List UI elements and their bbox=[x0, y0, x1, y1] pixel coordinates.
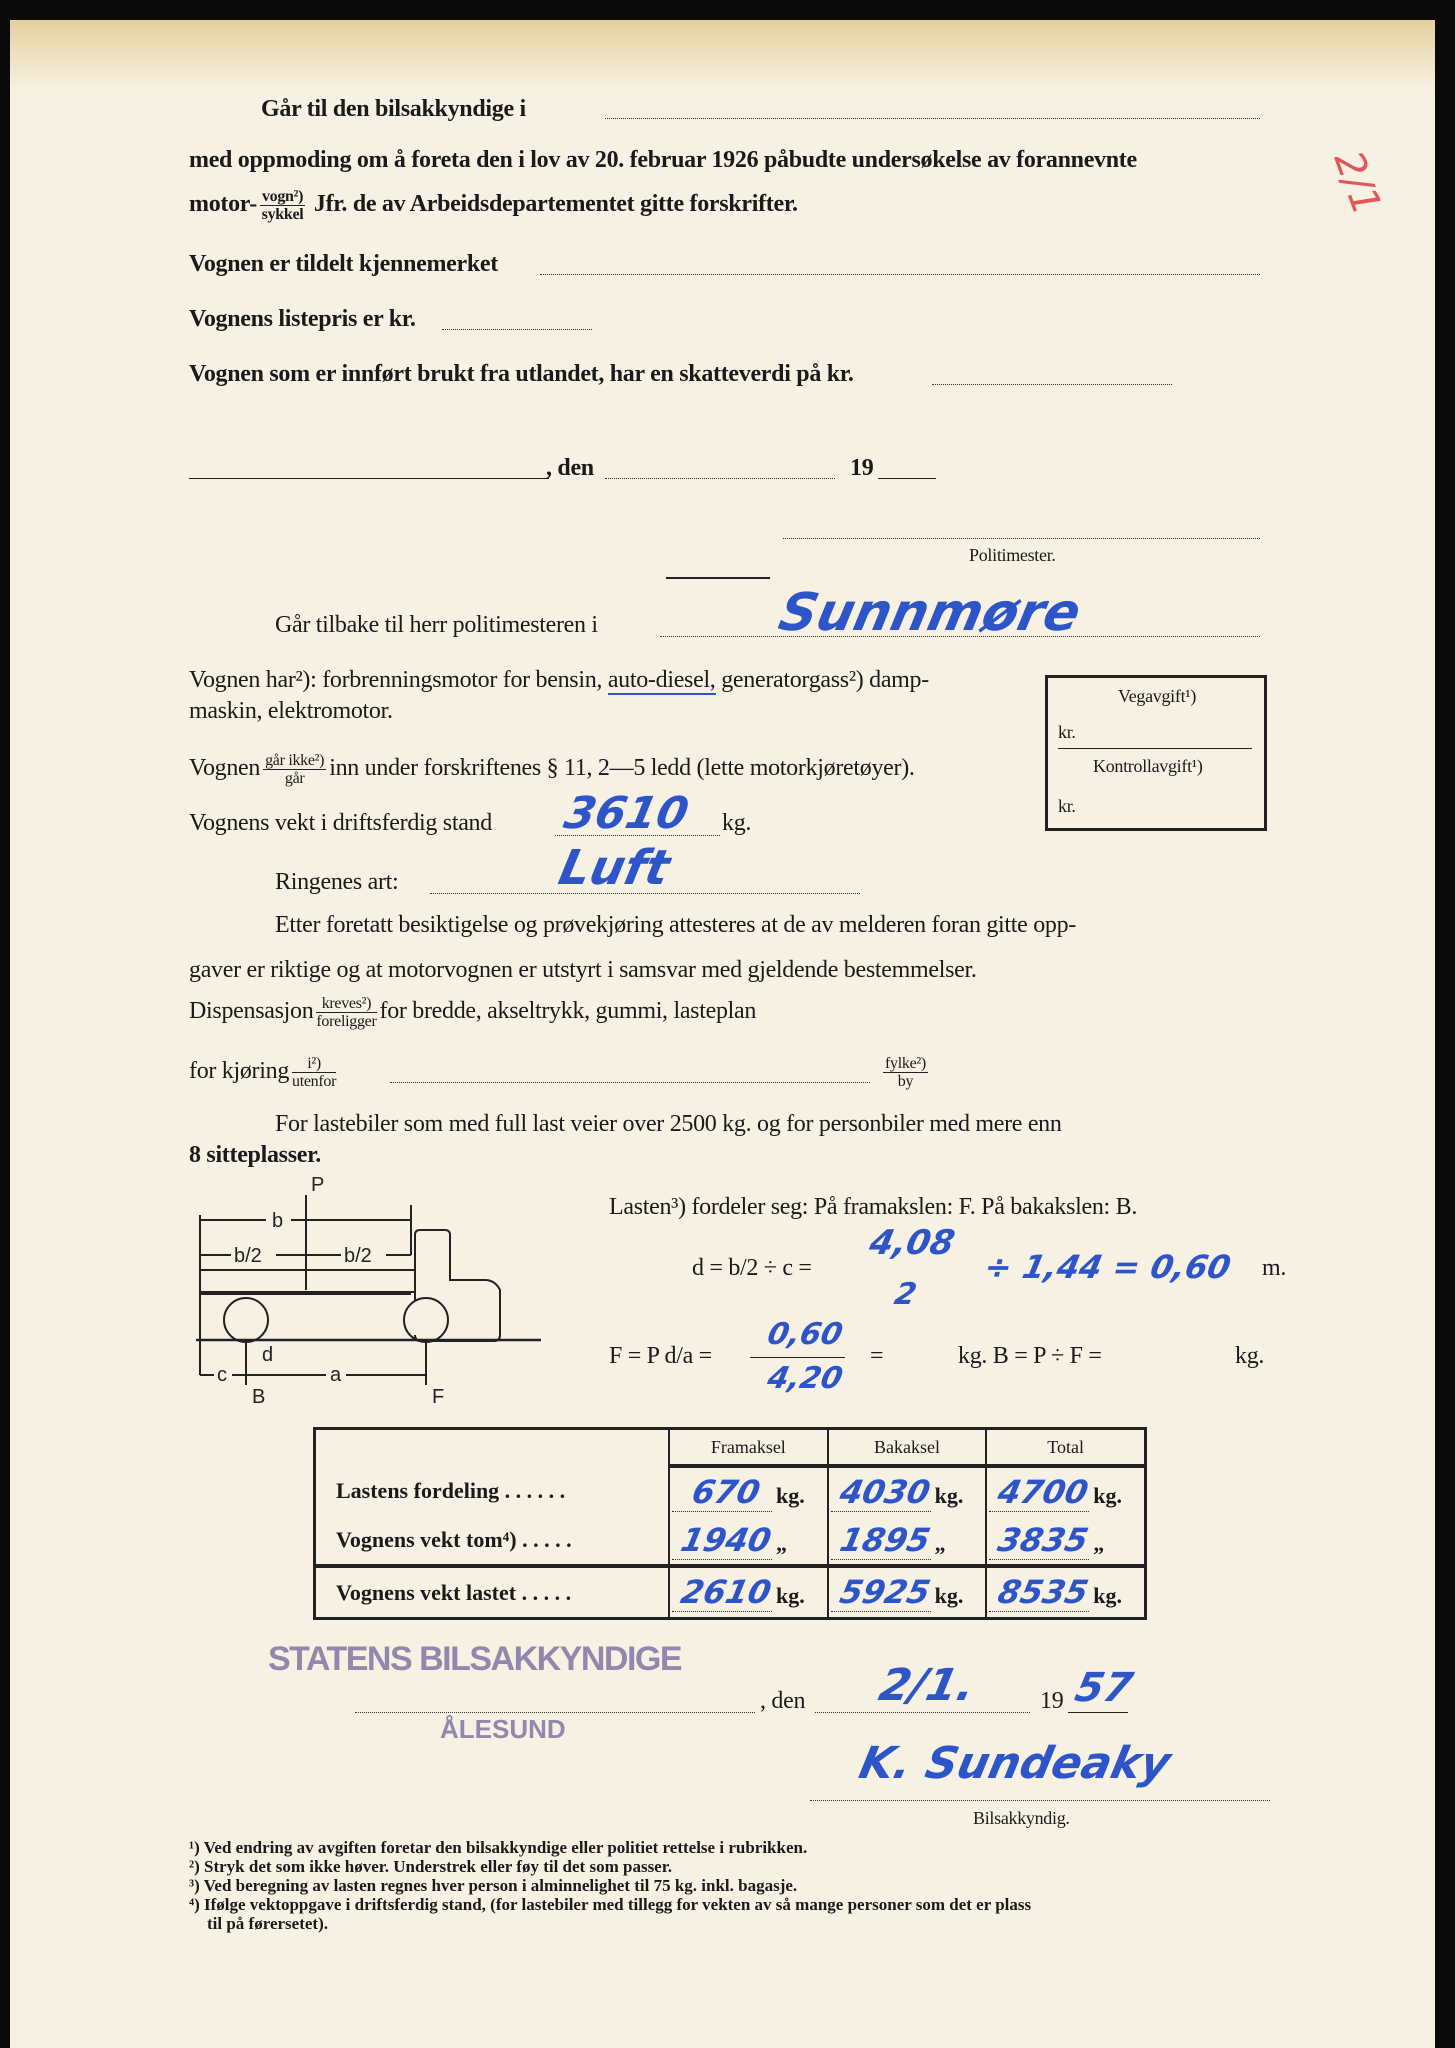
light-prefix: Vognen bbox=[189, 755, 261, 782]
engine-options-c: generatorgass²) damp- bbox=[721, 667, 929, 693]
frac-bottom: foreligger bbox=[316, 1013, 377, 1030]
table-row bbox=[315, 1466, 1146, 1516]
drive-fraction bbox=[292, 1055, 336, 1090]
column-header: Total bbox=[986, 1429, 1145, 1467]
signoff-den-label: , den bbox=[760, 1688, 806, 1714]
road-fee-kr: kr. bbox=[1058, 722, 1076, 742]
cell-value: 1940 bbox=[672, 1521, 780, 1560]
d-hw-result: ÷ 1,44 = 0,60 bbox=[981, 1248, 1235, 1286]
diagram-label-f-axle: F bbox=[432, 1386, 445, 1405]
fee-divider bbox=[1058, 748, 1252, 749]
cell-unit: kg. bbox=[776, 1583, 805, 1609]
disp-prefix: Dispensasjon bbox=[189, 998, 314, 1025]
table-cell[interactable] bbox=[986, 1516, 1145, 1566]
light-fraction bbox=[263, 752, 326, 787]
county-fraction bbox=[883, 1055, 928, 1090]
engine-type-line bbox=[189, 667, 929, 694]
cell-unit: kg. bbox=[934, 1482, 964, 1508]
b-unit: kg. bbox=[1235, 1343, 1265, 1369]
cell-unit: kg. bbox=[776, 1482, 805, 1508]
diagram-label-b-half-right: b/2 bbox=[344, 1245, 372, 1267]
disp-suffix: for bredde, akseltrykk, gummi, lasteplan bbox=[379, 998, 757, 1025]
row-label: Lastens fordeling . . . . . . bbox=[336, 1478, 566, 1504]
cell-unit: „ bbox=[776, 1530, 787, 1556]
list-price-field[interactable] bbox=[442, 329, 592, 330]
signoff-year-prefix: 19 bbox=[1040, 1688, 1064, 1714]
frac-top: går ikke²) bbox=[265, 752, 325, 769]
diagram-label-b: b bbox=[272, 1210, 284, 1232]
f-fraction-bar bbox=[750, 1357, 845, 1358]
d-hw-numerator: 4,08 bbox=[865, 1223, 959, 1263]
list-price-label: Vognens listepris er kr. bbox=[189, 306, 416, 332]
table-cell[interactable] bbox=[986, 1566, 1145, 1618]
frac-bottom: by bbox=[897, 1073, 914, 1090]
date-den-label: , den bbox=[546, 455, 594, 481]
d-unit: m. bbox=[1262, 1255, 1287, 1281]
f-hw-denominator: 4,20 bbox=[764, 1361, 846, 1396]
signoff-year-handwritten: 57 bbox=[1071, 1665, 1137, 1711]
diagram-label-a: a bbox=[330, 1364, 342, 1386]
date-field[interactable] bbox=[605, 478, 835, 479]
import-value-field[interactable] bbox=[932, 384, 1172, 385]
fee-box bbox=[1045, 675, 1267, 831]
column-header: Bakaksel bbox=[828, 1429, 987, 1467]
frac-top: vogn²) bbox=[261, 188, 304, 205]
weight-label: Vognens vekt i driftsferdig stand bbox=[189, 810, 492, 836]
cell-value: 4030 bbox=[830, 1473, 938, 1512]
red-annotation: 2/1 bbox=[1324, 144, 1390, 222]
diagram-label-b-half-left: b/2 bbox=[234, 1245, 262, 1267]
official-stamp-line2: ÅLESUND bbox=[440, 1714, 566, 1744]
expert-title: Bilsakkyndig. bbox=[973, 1808, 1070, 1828]
weight-handwritten: 3610 bbox=[559, 788, 694, 839]
trucks-line2: 8 sitteplasser. bbox=[189, 1142, 321, 1168]
table-cell[interactable] bbox=[669, 1566, 828, 1618]
import-value-label: Vognen som er innført brukt fra utlandet, har en skatteverdi på kr. bbox=[189, 361, 854, 387]
f-equals: = bbox=[870, 1343, 884, 1369]
frac-top: fylke²) bbox=[885, 1055, 926, 1072]
trucks-line1: For lastebiler som med full last veier over 2500 kg. og for personbiler med mere enn bbox=[275, 1111, 1062, 1137]
frac-top: i²) bbox=[292, 1055, 336, 1073]
weight-unit: kg. bbox=[722, 810, 752, 836]
diagram-label-p: P bbox=[311, 1175, 325, 1196]
axle-load-diagram bbox=[196, 1175, 556, 1405]
footnote-2: ²) Stryk det som ikke høver. Understrek eller føy til det som passer. bbox=[189, 1857, 672, 1876]
returns-to-label: Går tilbake til herr politimesteren i bbox=[275, 612, 598, 638]
engine-type-line2: maskin, elektromotor. bbox=[189, 698, 393, 724]
section-divider bbox=[666, 577, 770, 579]
goes-to-expert-label: Går til den bilsakkyndige i bbox=[261, 96, 526, 122]
table-cell[interactable] bbox=[828, 1516, 987, 1566]
engine-option-underlined: auto-diesel, bbox=[607, 667, 716, 693]
year-label: 19 bbox=[850, 455, 874, 481]
county-city-fraction-wrap bbox=[880, 1055, 931, 1090]
f-hw-numerator: 0,60 bbox=[764, 1317, 846, 1352]
diagram-label-d: d bbox=[262, 1344, 274, 1366]
column-header: Framaksel bbox=[669, 1429, 828, 1467]
table-cell[interactable] bbox=[828, 1466, 987, 1516]
row-label: Vognens vekt tom⁴) . . . . . bbox=[336, 1527, 572, 1553]
table-row bbox=[315, 1566, 1146, 1618]
registration-mark-label: Vognen er tildelt kjennemerket bbox=[189, 251, 498, 277]
district-handwritten: Sunnmøre bbox=[773, 583, 1086, 643]
cell-value: 2610 bbox=[672, 1573, 780, 1612]
cell-unit: kg. bbox=[1093, 1583, 1123, 1609]
table-cell[interactable] bbox=[669, 1516, 828, 1566]
motor-suffix: Jfr. de av Arbeidsdepartementet gitte forskrifter. bbox=[313, 191, 798, 218]
year-field[interactable] bbox=[878, 478, 936, 479]
f-formula: F = P d/a = bbox=[609, 1343, 712, 1369]
cell-value: 8535 bbox=[989, 1573, 1097, 1612]
driving-area-line bbox=[189, 1055, 339, 1090]
table-cell[interactable] bbox=[986, 1466, 1145, 1516]
signoff-place-field[interactable] bbox=[355, 1712, 755, 1713]
cell-unit: „ bbox=[1093, 1530, 1105, 1556]
footnote-3: ³) Ved beregning av lasten regnes hver person i alminnelighet til 75 kg. inkl. bagasje. bbox=[189, 1876, 798, 1895]
request-line: med oppmoding om å foreta den i lov av 20. februar 1926 påbudte undersøkelse av forannevnte bbox=[189, 147, 1137, 173]
registration-mark-field[interactable] bbox=[540, 274, 1260, 275]
motor-fraction bbox=[260, 188, 305, 223]
d-formula: d = b/2 ÷ c = bbox=[692, 1255, 812, 1281]
expert-signature: K. Sundeaky bbox=[854, 1738, 1176, 1789]
cell-value: 5925 bbox=[830, 1573, 938, 1612]
paper-fold-shadow bbox=[10, 20, 1435, 90]
light-vehicle-line bbox=[189, 752, 915, 787]
frac-bottom: sykkel bbox=[261, 206, 304, 223]
attest-line2: gaver er riktige og at motorvognen er utstyrt i samsvar med gjeldende bestemmelser. bbox=[189, 957, 977, 983]
official-stamp-line1: STATENS BILSAKKYNDIGE bbox=[268, 1640, 682, 1678]
signoff-year-field[interactable] bbox=[1068, 1712, 1128, 1713]
table-row bbox=[315, 1516, 1146, 1566]
control-fee-kr: kr. bbox=[1058, 796, 1076, 816]
row-label: Vognens vekt lastet . . . . . bbox=[315, 1566, 670, 1618]
signoff-date-handwritten: 2/1. bbox=[874, 1660, 980, 1711]
cell-value: 1895 bbox=[830, 1521, 938, 1560]
table-cell[interactable] bbox=[828, 1566, 987, 1618]
footnote-1: ¹) Ved endring av avgiften foretar den bilsakkyndige eller politiet rettelse i rubrikken. bbox=[189, 1838, 808, 1857]
d-hw-denominator: 2 bbox=[891, 1277, 920, 1312]
expert-signature-field[interactable] bbox=[810, 1800, 1270, 1801]
footnote-4-cont: til på førersetet). bbox=[207, 1914, 328, 1933]
cell-unit: „ bbox=[934, 1530, 946, 1556]
disp-fraction bbox=[316, 995, 376, 1030]
cell-unit: kg. bbox=[934, 1583, 964, 1609]
cell-value: 670 bbox=[672, 1473, 780, 1512]
diagram-label-c: c bbox=[217, 1364, 227, 1386]
expert-location-field[interactable] bbox=[605, 118, 1260, 119]
frac-bottom: utenfor bbox=[292, 1073, 337, 1090]
tyres-handwritten: Luft bbox=[554, 840, 675, 896]
table-corner bbox=[315, 1429, 670, 1467]
diagram-label-b-axle: B bbox=[252, 1386, 266, 1405]
signoff-date-field[interactable] bbox=[815, 1712, 1030, 1713]
tyres-label: Ringenes art: bbox=[275, 869, 399, 895]
police-signature-field[interactable] bbox=[783, 538, 1260, 539]
police-chief-label: Politimester. bbox=[969, 545, 1056, 565]
engine-options-a: Vognen har²): forbrenningsmotor for bensin, bbox=[189, 667, 603, 693]
frac-bottom: går bbox=[284, 770, 305, 787]
cell-value: 4700 bbox=[989, 1473, 1097, 1512]
footnote-4: ⁴) Ifølge vektoppgave i driftsferdig stand, (for lastebiler med tillegg for vekten av så mange personer som det er plass bbox=[189, 1895, 1032, 1914]
light-suffix: inn under forskriftenes § 11, 2—5 ledd (lette motorkjøretøyer). bbox=[329, 755, 915, 782]
control-fee-label: Kontrollavgift¹) bbox=[1093, 756, 1203, 776]
place-field[interactable] bbox=[189, 478, 549, 479]
dispensation-line bbox=[189, 995, 756, 1030]
frac-top: kreves²) bbox=[316, 995, 376, 1013]
road-fee-label: Vegavgift¹) bbox=[1118, 686, 1197, 706]
cell-unit: kg. bbox=[1093, 1482, 1123, 1508]
load-distribution-label: Lasten³) fordeler seg: På framakslen: F. På bakakslen: B. bbox=[609, 1194, 1138, 1220]
attest-line1: Etter foretatt besiktigelse og prøvekjøring attesteres at de av melderen foran gitte opp- bbox=[275, 912, 1076, 938]
f-unit-b-formula: kg. B = P ÷ F = bbox=[958, 1343, 1102, 1369]
table-cell[interactable] bbox=[669, 1466, 828, 1516]
cell-value: 3835 bbox=[989, 1521, 1097, 1560]
drive-prefix: for kjøring bbox=[189, 1058, 290, 1085]
driving-area-field[interactable] bbox=[390, 1082, 870, 1083]
motor-line bbox=[189, 188, 798, 223]
motor-prefix: motor- bbox=[189, 191, 257, 218]
axle-load-table bbox=[313, 1427, 1147, 1620]
